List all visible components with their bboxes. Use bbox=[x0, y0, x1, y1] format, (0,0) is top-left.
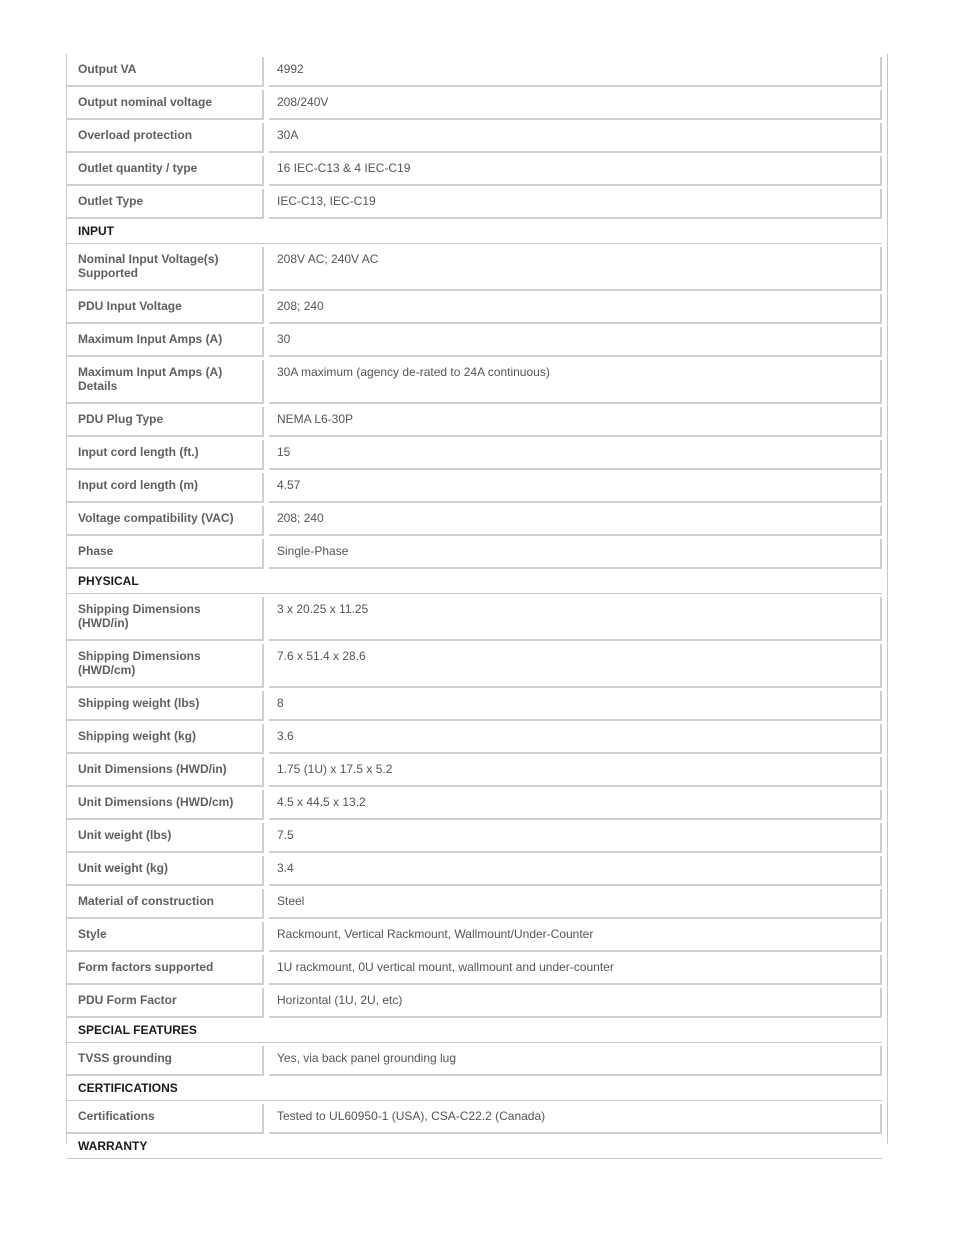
section-header: SPECIAL FEATURES bbox=[67, 1018, 882, 1043]
spec-label: Phase bbox=[67, 539, 264, 569]
spec-value: Single-Phase bbox=[269, 539, 882, 569]
spec-label: Form factors supported bbox=[67, 955, 264, 985]
spec-value: 16 IEC-C13 & 4 IEC-C19 bbox=[269, 156, 882, 186]
spec-row bbox=[67, 641, 882, 688]
spec-label: Output VA bbox=[67, 57, 264, 87]
spec-value: Tested to UL60950-1 (USA), CSA-C22.2 (Canada) bbox=[269, 1104, 882, 1134]
spec-value: Rackmount, Vertical Rackmount, Wallmount/Under-Counter bbox=[269, 922, 882, 952]
spec-value: 3.4 bbox=[269, 856, 882, 886]
spec-value: 3 x 20.25 x 11.25 bbox=[269, 597, 882, 641]
spec-value: 15 bbox=[269, 440, 882, 470]
spec-table bbox=[66, 54, 888, 1153]
spec-label: PDU Plug Type bbox=[67, 407, 264, 437]
spec-row bbox=[67, 357, 882, 404]
spec-value: 30A bbox=[269, 123, 882, 153]
spec-label: Unit weight (lbs) bbox=[67, 823, 264, 853]
spec-value: 8 bbox=[269, 691, 882, 721]
spec-row bbox=[67, 153, 882, 186]
spec-label: Voltage compatibility (VAC) bbox=[67, 506, 264, 536]
spec-label: Unit Dimensions (HWD/cm) bbox=[67, 790, 264, 820]
spec-row bbox=[67, 787, 882, 820]
spec-value: 4.5 x 44.5 x 13.2 bbox=[269, 790, 882, 820]
spec-row bbox=[67, 919, 882, 952]
spec-value: 1U rackmount, 0U vertical mount, wallmount and under-counter bbox=[269, 955, 882, 985]
spec-row bbox=[67, 186, 882, 219]
spec-row bbox=[67, 754, 882, 787]
spec-row bbox=[67, 853, 882, 886]
spec-row bbox=[67, 886, 882, 919]
spec-label: Unit Dimensions (HWD/in) bbox=[67, 757, 264, 787]
spec-row bbox=[67, 87, 882, 120]
spec-value: 208; 240 bbox=[269, 506, 882, 536]
spec-value: 7.5 bbox=[269, 823, 882, 853]
spec-label: Overload protection bbox=[67, 123, 264, 153]
spec-value: 208/240V bbox=[269, 90, 882, 120]
spec-label: Unit weight (kg) bbox=[67, 856, 264, 886]
spec-value: 7.6 x 51.4 x 28.6 bbox=[269, 644, 882, 688]
spec-value: 1.75 (1U) x 17.5 x 5.2 bbox=[269, 757, 882, 787]
spec-row bbox=[67, 54, 882, 87]
spec-row bbox=[67, 437, 882, 470]
spec-value: 4.57 bbox=[269, 473, 882, 503]
spec-value: 30 bbox=[269, 327, 882, 357]
spec-row bbox=[67, 952, 882, 985]
spec-label: Maximum Input Amps (A) bbox=[67, 327, 264, 357]
section-header: INPUT bbox=[67, 219, 882, 244]
spec-value: 208V AC; 240V AC bbox=[269, 247, 882, 291]
spec-label: PDU Form Factor bbox=[67, 988, 264, 1018]
spec-row bbox=[67, 985, 882, 1018]
spec-label: Maximum Input Amps (A) Details bbox=[67, 360, 264, 404]
section-header: CERTIFICATIONS bbox=[67, 1076, 882, 1101]
spec-row bbox=[67, 688, 882, 721]
spec-row bbox=[67, 244, 882, 291]
spec-label: Outlet Type bbox=[67, 189, 264, 219]
spec-row bbox=[67, 721, 882, 754]
spec-row bbox=[67, 324, 882, 357]
spec-row bbox=[67, 820, 882, 853]
spec-label: Certifications bbox=[67, 1104, 264, 1134]
spec-row bbox=[67, 503, 882, 536]
spec-row bbox=[67, 404, 882, 437]
spec-label: Nominal Input Voltage(s) Supported bbox=[67, 247, 264, 291]
spec-label: Input cord length (m) bbox=[67, 473, 264, 503]
spec-value: 3.6 bbox=[269, 724, 882, 754]
spec-label: Output nominal voltage bbox=[67, 90, 264, 120]
spec-label: Shipping Dimensions (HWD/cm) bbox=[67, 644, 264, 688]
spec-value: 208; 240 bbox=[269, 294, 882, 324]
spec-value: Steel bbox=[269, 889, 882, 919]
spec-row bbox=[67, 1101, 882, 1134]
spec-value: 4992 bbox=[269, 57, 882, 87]
spec-label: Outlet quantity / type bbox=[67, 156, 264, 186]
spec-row bbox=[67, 291, 882, 324]
spec-label: PDU Input Voltage bbox=[67, 294, 264, 324]
spec-row bbox=[67, 536, 882, 569]
spec-label: Shipping weight (lbs) bbox=[67, 691, 264, 721]
spec-label: Material of construction bbox=[67, 889, 264, 919]
spec-label: Style bbox=[67, 922, 264, 952]
section-header: WARRANTY bbox=[67, 1134, 882, 1159]
spec-row bbox=[67, 594, 882, 641]
spec-value: 30A maximum (agency de-rated to 24A continuous) bbox=[269, 360, 882, 404]
spec-label: TVSS grounding bbox=[67, 1046, 264, 1076]
spec-row bbox=[67, 1043, 882, 1076]
spec-label: Shipping weight (kg) bbox=[67, 724, 264, 754]
spec-row bbox=[67, 470, 882, 503]
spec-value: Horizontal (1U, 2U, etc) bbox=[269, 988, 882, 1018]
spec-value: NEMA L6-30P bbox=[269, 407, 882, 437]
section-header: PHYSICAL bbox=[67, 569, 882, 594]
spec-value: Yes, via back panel grounding lug bbox=[269, 1046, 882, 1076]
spec-label: Shipping Dimensions (HWD/in) bbox=[67, 597, 264, 641]
spec-label: Input cord length (ft.) bbox=[67, 440, 264, 470]
spec-value: IEC-C13, IEC-C19 bbox=[269, 189, 882, 219]
spec-row bbox=[67, 120, 882, 153]
